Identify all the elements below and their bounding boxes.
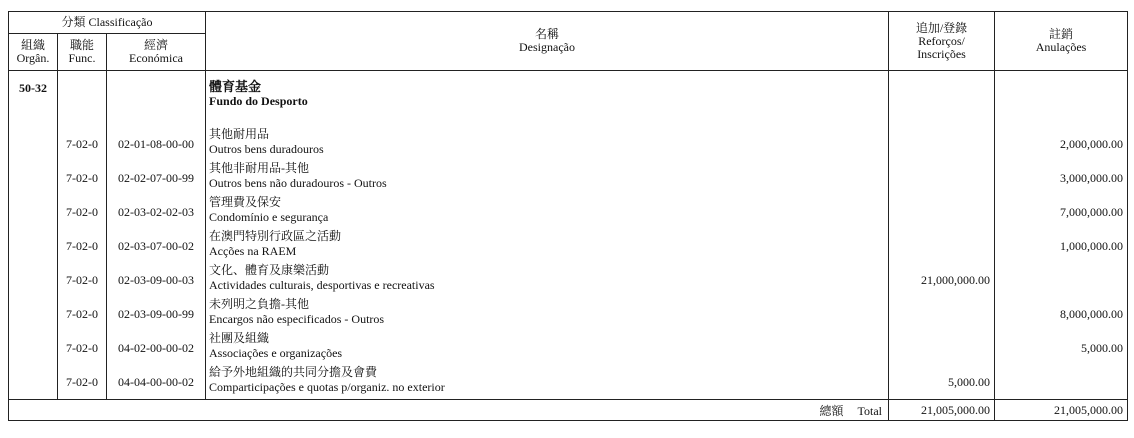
budget-table-document — [8, 11, 1127, 429]
group-designation — [206, 71, 889, 128]
group-func-cell — [58, 71, 107, 128]
designation-pt: Designação — [519, 40, 575, 54]
table-row — [9, 297, 1128, 331]
function-header — [58, 34, 107, 71]
item-designation — [206, 331, 889, 365]
economic-pt: Económica — [129, 51, 183, 65]
annulment-amount: 1,000,000.00 — [995, 229, 1128, 263]
item-name-zh: 未列明之負擔-其他 — [209, 297, 310, 311]
total-label-pt: Total — [857, 403, 883, 418]
organ-cell — [9, 365, 58, 400]
item-name-zh: 其他耐用品 — [209, 127, 270, 141]
function-code: 7-02-0 — [58, 365, 107, 400]
annulment-zh: 註銷 — [1049, 27, 1074, 41]
annulment-amount: 5,000.00 — [995, 331, 1128, 365]
item-designation — [206, 229, 889, 263]
total-label — [9, 400, 889, 421]
table-row — [9, 365, 1128, 400]
table-row — [9, 161, 1128, 195]
table-row — [9, 127, 1128, 161]
economic-zh: 經濟 — [144, 38, 169, 52]
reinforcement-amount — [889, 297, 995, 331]
economic-code: 02-03-07-00-02 — [107, 229, 206, 263]
total-reinforcement: 21,005,000.00 — [889, 400, 995, 421]
item-designation — [206, 263, 889, 297]
annulment-amount: 8,000,000.00 — [995, 297, 1128, 331]
item-name-pt: Actividades culturais, desportivas e recreativas — [209, 278, 435, 292]
designation-header — [206, 12, 889, 71]
organ-header — [9, 34, 58, 71]
item-name-pt: Outros bens duradouros — [209, 142, 324, 156]
organ-cell — [9, 297, 58, 331]
item-name-zh: 社團及組織 — [209, 331, 270, 345]
reinforcement-pt-1: Reforços/ — [918, 33, 965, 48]
economic-header — [107, 34, 206, 71]
economic-code: 04-04-00-00-02 — [107, 365, 206, 400]
designation-zh: 名稱 — [535, 27, 560, 41]
classification-header: 分類 Classificação — [9, 12, 206, 34]
reinforcement-pt-2: Inscrições — [917, 46, 966, 61]
item-name-zh: 管理費及保安 — [209, 195, 282, 209]
item-name-zh: 文化、體育及康樂活動 — [209, 263, 330, 277]
economic-code: 02-03-09-00-99 — [107, 297, 206, 331]
function-code: 7-02-0 — [58, 297, 107, 331]
economic-code: 04-02-00-00-02 — [107, 331, 206, 365]
item-name-zh: 其他非耐用品-其他 — [209, 161, 310, 175]
function-code: 7-02-0 — [58, 229, 107, 263]
item-designation — [206, 127, 889, 161]
item-name-pt: Comparticipações e quotas p/organiz. no exterior — [209, 380, 445, 394]
item-designation — [206, 161, 889, 195]
group-econ-cell — [107, 71, 206, 128]
item-name-pt: Outros bens não duradouros - Outros — [209, 176, 387, 190]
economic-code: 02-03-09-00-03 — [107, 263, 206, 297]
reinforcement-amount — [889, 195, 995, 229]
item-name-pt: Acções na RAEM — [209, 244, 297, 258]
annulment-amount: 7,000,000.00 — [995, 195, 1128, 229]
annulment-header — [995, 12, 1128, 71]
function-code: 7-02-0 — [58, 161, 107, 195]
function-code: 7-02-0 — [58, 127, 107, 161]
reinforcement-amount — [889, 229, 995, 263]
annulment-amount: 2,000,000.00 — [995, 127, 1128, 161]
economic-code: 02-01-08-00-00 — [107, 127, 206, 161]
function-pt: Func. — [68, 51, 96, 65]
group-name-pt: Fundo do Desporto — [209, 94, 308, 108]
total-row — [9, 400, 1128, 421]
group-annul-cell — [995, 71, 1128, 128]
table-row — [9, 331, 1128, 365]
item-name-pt: Condomínio e segurança — [209, 210, 329, 224]
reinforcement-amount — [889, 127, 995, 161]
annulment-pt: Anulações — [1035, 40, 1087, 54]
item-name-pt: Associações e organizações — [209, 346, 343, 360]
organ-code: 50-32 — [9, 71, 58, 128]
function-code: 7-02-0 — [58, 331, 107, 365]
reinforcement-amount: 5,000.00 — [889, 365, 995, 400]
item-name-zh: 在澳門特別行政區之活動 — [209, 229, 342, 243]
item-name-zh: 給予外地組織的共同分擔及會費 — [209, 365, 378, 379]
table-row — [9, 195, 1128, 229]
reinforcement-zh: 追加/登錄 — [915, 20, 968, 35]
organ-cell — [9, 331, 58, 365]
group-name-zh: 體育基金 — [209, 79, 262, 94]
item-designation — [206, 195, 889, 229]
annulment-amount — [995, 365, 1128, 400]
organ-cell — [9, 161, 58, 195]
group-row — [9, 71, 1128, 128]
table-row — [9, 263, 1128, 297]
organ-cell — [9, 263, 58, 297]
item-name-pt: Encargos não especificados - Outros — [209, 312, 385, 326]
organ-cell — [9, 127, 58, 161]
item-designation — [206, 297, 889, 331]
organ-pt: Orgân. — [16, 51, 50, 65]
organ-cell — [9, 229, 58, 263]
organ-cell — [9, 195, 58, 229]
header-row-top — [9, 12, 1128, 34]
total-label-zh: 總額 — [819, 403, 844, 418]
annulment-amount — [995, 263, 1128, 297]
reinforcement-amount: 21,000,000.00 — [889, 263, 995, 297]
function-code: 7-02-0 — [58, 263, 107, 297]
reinforcement-amount — [889, 161, 995, 195]
function-code: 7-02-0 — [58, 195, 107, 229]
annulment-amount: 3,000,000.00 — [995, 161, 1128, 195]
total-annulment: 21,005,000.00 — [995, 400, 1128, 421]
organ-zh: 組織 — [20, 38, 45, 52]
group-reinf-cell — [889, 71, 995, 128]
items-body — [9, 127, 1128, 400]
economic-code: 02-03-02-02-03 — [107, 195, 206, 229]
table-row — [9, 229, 1128, 263]
reinforcement-header — [889, 12, 995, 71]
economic-code: 02-02-07-00-99 — [107, 161, 206, 195]
function-zh: 職能 — [69, 38, 94, 52]
item-designation — [206, 365, 889, 400]
reinforcement-amount — [889, 331, 995, 365]
budget-table — [8, 11, 1128, 421]
